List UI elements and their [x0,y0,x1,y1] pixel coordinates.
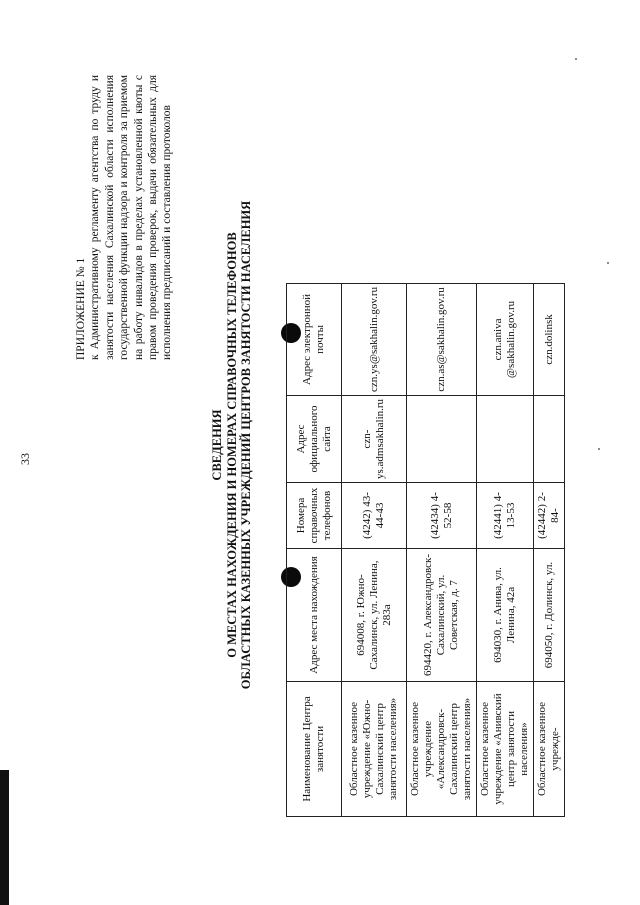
table-row [477,283,534,816]
center-name-cell: Областное казенное учрежде- [534,682,565,817]
appendix-title: ПРИЛОЖЕНИЕ № 1 [75,257,87,360]
phone-cell: (42442) 2-84- [534,483,565,549]
website-cell [534,395,565,482]
header-center-name: Наименование Центра занятости [287,682,342,817]
header-email: Адрес электронной почты [287,283,342,395]
header-phone: Номера справочных телефонов [287,483,342,549]
address-cell: 694008, г. Южно-Сахалинск, ул. Ленина, 283а [342,549,407,682]
employment-centers-table [286,283,565,817]
appendix-block [74,75,175,360]
table-header-row [287,283,342,816]
table-row [342,283,407,816]
document-heading [210,65,254,825]
heading-line-2: О МЕСТАХ НАХОЖДЕНИЯ И НОМЕРАХ СПРАВОЧНЫХ ТЕЛЕФОНОВ [224,232,239,658]
email-cell: czn.dolinsk [534,283,565,395]
header-website: Адрес официального сайта [287,395,342,482]
email-cell: czn.ys@sakhalin.gov.ru [342,283,407,395]
center-name-cell: Областное казенное учреждение «Александровск-Сахалинский центр занятости населения» [407,682,477,817]
heading-line-3: ОБЛАСТНЫХ КАЗЕННЫХ УЧРЕЖДЕНИЙ ЦЕНТРОВ ЗАНЯТОСТИ НАСЕЛЕНИЯ [239,200,253,690]
website-cell [407,395,477,482]
website-cell: czn-ys.admsakhalin.ru [342,395,407,482]
center-name-cell: Областное казенное учреждение «Южно-Сахалинский центр занятости населения» [342,682,407,817]
heading-line-1: СВЕДЕНИЯ [210,409,224,481]
address-cell: 694420, г. Александровск-Сахалинский, ул. Советская, д. 7 [407,549,477,682]
phone-cell: (42441) 4-13-53 [477,483,534,549]
address-cell: 694030, г. Анива, ул. Ленина, 42а [477,549,534,682]
appendix-text: к Административному регламенту агентства по труду и занятости населения Сахалинской области исполнения государственной функции надзора и контроля за приемом на работу инвалидов в пределах установленной квоты с правом проведения проверок, выдачи обязательных для исполнения предписаний и составления протоколов [89,75,174,360]
header-address: Адрес места нахождения [287,549,342,682]
center-name-cell: Областное казенное учреждение «Анивский центр занятости населения» [477,682,534,817]
table-row [407,283,477,816]
email-cell: czn.aniva @sakhalin.gov.ru [477,283,534,395]
page-number: 33 [18,453,32,465]
address-cell: 694050, г. Долинск, ул. [534,549,565,682]
table-row [534,283,565,816]
email-cell: czn.as@sakhalin.gov.ru [407,283,477,395]
website-cell [477,395,534,482]
phone-cell: (42434) 4-52-58 [407,483,477,549]
phone-cell: (4242) 43-44-43 [342,483,407,549]
